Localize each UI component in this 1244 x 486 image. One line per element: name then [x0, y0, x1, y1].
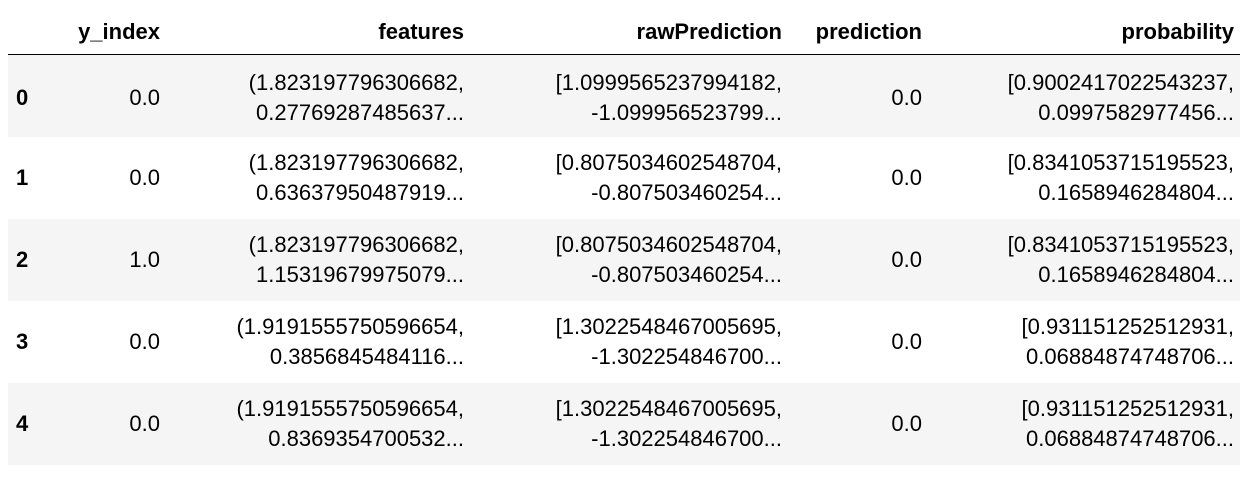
cell-y-index: 0.0: [129, 164, 160, 190]
table-row: [8, 55, 1240, 137]
cell-raw-prediction-line: -1.302254846700...: [591, 343, 782, 369]
cell-raw-prediction-line: -0.807503460254...: [591, 179, 782, 205]
column-header-y-index: y_index: [64, 10, 166, 55]
column-header-prediction: prediction: [788, 10, 928, 55]
cell-raw-prediction-line: [1.3022548467005695,: [555, 313, 782, 339]
table-header: [8, 10, 1240, 55]
column-header-features: features: [166, 10, 470, 55]
cell-features-line: 0.27769287485637...: [256, 99, 464, 125]
cell-prediction: 0.0: [891, 84, 922, 110]
table-body: [8, 55, 1240, 465]
row-index: 3: [16, 328, 29, 354]
cell-features-line: 1.15319679975079...: [256, 261, 464, 287]
cell-features-line: (1.823197796306682,: [248, 231, 464, 257]
cell-y-index: 0.0: [129, 328, 160, 354]
cell-raw-prediction: [470, 137, 788, 219]
table-row: [8, 383, 1240, 465]
cell-probability: [928, 301, 1240, 383]
cell-raw-prediction: [470, 301, 788, 383]
cell-probability: [928, 55, 1240, 137]
column-header-raw-prediction: rawPrediction: [470, 10, 788, 55]
cell-features-line: (1.823197796306682,: [248, 69, 464, 95]
cell-features-line: 0.3856845484116...: [269, 343, 464, 369]
cell-prediction: 0.0: [891, 246, 922, 272]
cell-probability-line: [0.931151252512931,: [1021, 313, 1234, 339]
cell-raw-prediction: [470, 219, 788, 301]
cell-raw-prediction-line: [0.8075034602548704,: [555, 149, 782, 175]
cell-prediction: 0.0: [891, 328, 922, 354]
column-header-probability: probability: [928, 10, 1240, 55]
cell-features: [166, 219, 470, 301]
cell-probability-line: [0.931151252512931,: [1021, 395, 1234, 421]
header-row: [8, 10, 1240, 55]
cell-prediction: 0.0: [891, 410, 922, 436]
row-index: 0: [16, 84, 29, 110]
cell-probability-line: [0.9002417022543237,: [1007, 69, 1234, 95]
row-index: 4: [16, 410, 29, 436]
cell-y-index: 1.0: [129, 246, 160, 272]
cell-probability-line: [0.8341053715195523,: [1007, 149, 1234, 175]
cell-probability-line: [0.8341053715195523,: [1007, 231, 1234, 257]
cell-features-line: (1.9191555750596654,: [236, 395, 464, 421]
cell-features: [166, 137, 470, 219]
table-row: [8, 137, 1240, 219]
cell-raw-prediction-line: -1.302254846700...: [591, 425, 782, 451]
cell-raw-prediction: [470, 55, 788, 137]
cell-probability-line: 0.0997582977456...: [1038, 99, 1234, 125]
cell-y-index: 0.0: [129, 410, 160, 436]
column-header-index: [8, 10, 64, 55]
cell-probability: [928, 383, 1240, 465]
cell-raw-prediction-line: [1.3022548467005695,: [555, 395, 782, 421]
cell-prediction: 0.0: [891, 164, 922, 190]
cell-features: [166, 301, 470, 383]
cell-y-index: 0.0: [129, 84, 160, 110]
cell-features-line: (1.9191555750596654,: [236, 313, 464, 339]
cell-probability: [928, 137, 1240, 219]
cell-raw-prediction: [470, 383, 788, 465]
cell-probability-line: 0.1658946284804...: [1038, 179, 1234, 205]
cell-probability: [928, 219, 1240, 301]
cell-features: [166, 55, 470, 137]
cell-raw-prediction-line: [1.0999565237994182,: [555, 69, 782, 95]
cell-probability-line: 0.06884874748706...: [1026, 343, 1234, 369]
row-index: 1: [16, 164, 29, 190]
cell-features: [166, 383, 470, 465]
cell-features-line: 0.8369354700532...: [268, 425, 464, 451]
table-row: [8, 219, 1240, 301]
cell-probability-line: 0.1658946284804...: [1038, 261, 1234, 287]
cell-raw-prediction-line: -0.807503460254...: [591, 261, 782, 287]
cell-features-line: 0.63637950487919...: [256, 179, 464, 205]
row-index: 2: [16, 246, 29, 272]
cell-raw-prediction-line: [0.8075034602548704,: [555, 231, 782, 257]
cell-probability-line: 0.06884874748706...: [1026, 425, 1234, 451]
cell-raw-prediction-line: -1.099956523799...: [591, 99, 782, 125]
table-row: [8, 301, 1240, 383]
dataframe-table: [8, 10, 1240, 465]
cell-features-line: (1.823197796306682,: [248, 149, 464, 175]
